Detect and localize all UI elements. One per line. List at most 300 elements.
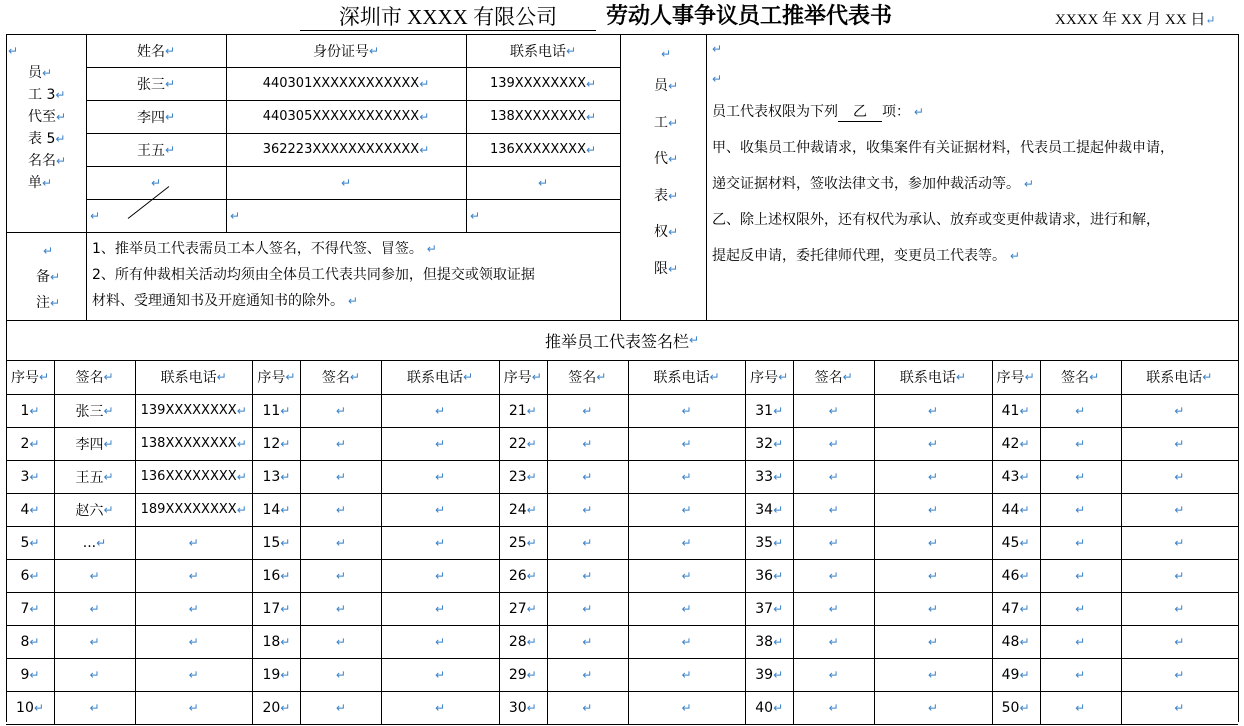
paragraph-mark: ↵ (435, 502, 446, 517)
signature-row-number (252, 526, 300, 559)
paragraph-mark: ↵ (1174, 667, 1185, 682)
authority-text (712, 34, 1234, 274)
signature-name (547, 625, 628, 658)
signature-name (547, 493, 628, 526)
paragraph-mark: ↵ (280, 568, 291, 583)
rep-name-text: 张三 (136, 76, 165, 93)
signature-name (793, 460, 874, 493)
remarks-line: 2、所有仲裁相关活动均须由全体员工代表共同参加，但提交或领取证据 (92, 267, 535, 283)
signature-row-number-text: 49 (1001, 666, 1020, 683)
signature-row-number (745, 592, 793, 625)
signature-row-number (252, 625, 300, 658)
paragraph-mark: ↵ (280, 436, 291, 451)
paragraph-mark: ↵ (1006, 249, 1020, 263)
paragraph-mark: ↵ (681, 568, 692, 583)
paragraph-mark: ↵ (96, 535, 107, 550)
paragraph-mark: ↵ (335, 634, 346, 649)
rep-label-line: 工 3↵ (28, 87, 66, 103)
signature-phone (135, 526, 252, 559)
paragraph-mark: ↵ (29, 403, 40, 418)
signature-row-number (252, 460, 300, 493)
paragraph-mark: ↵ (1024, 370, 1035, 384)
signature-header-2-text: 联系电话 (160, 370, 217, 386)
paragraph-mark: ↵ (1020, 177, 1034, 191)
signature-phone (628, 493, 745, 526)
signature-row-number (992, 460, 1040, 493)
signature-name (793, 394, 874, 427)
signature-row-number-text: 45 (1001, 534, 1020, 551)
signature-name (54, 691, 135, 724)
signature-name (300, 559, 381, 592)
signature-phone (1121, 592, 1238, 625)
signature-row-number-text: 41 (1001, 402, 1020, 419)
rep-label-line: 员↵ (28, 65, 53, 81)
signature-phone (874, 394, 991, 427)
signature-phone (1121, 427, 1238, 460)
rep-phone (466, 133, 620, 166)
authority-line: 递交证据材料，签收法律文书，参加仲裁活动等。 ↵ (712, 176, 1034, 192)
signature-title (6, 320, 1238, 360)
rep-empty (86, 166, 226, 199)
signature-phone (135, 691, 252, 724)
signature-row-number (745, 493, 793, 526)
signature-name (547, 592, 628, 625)
signature-phone (135, 592, 252, 625)
paragraph-mark: ↵ (29, 535, 40, 550)
signature-row-number-text: 20 (262, 699, 281, 716)
authority-line: 提起反申请，委托律师代理，变更员工代表等。 ↵ (712, 248, 1020, 264)
paragraph-mark: ↵ (773, 436, 784, 451)
rep-id-text: 440301XXXXXXXXXXXX (262, 76, 420, 91)
rep-list-label (8, 40, 78, 194)
signature-row-number-text: 35 (755, 534, 774, 551)
rep-name (86, 100, 226, 133)
signature-row-number (992, 592, 1040, 625)
paragraph-mark: ↵ (55, 88, 66, 102)
paragraph-mark: ↵ (1075, 700, 1086, 715)
signature-row-number-text: 50 (1001, 699, 1020, 716)
signature-phone (135, 493, 252, 526)
signature-row-number-text: 32 (755, 435, 774, 452)
paragraph-mark: ↵ (435, 535, 446, 550)
paragraph-mark: ↵ (164, 43, 176, 58)
paragraph-mark: ↵ (89, 568, 100, 583)
remarks-line: 材料、受理通知书及开庭通知书的除外。 ↵ (92, 293, 358, 309)
paragraph-mark: ↵ (778, 370, 789, 384)
paragraph-mark: ↵ (29, 568, 40, 583)
paragraph-mark: ↵ (582, 568, 593, 583)
signature-row-number (992, 658, 1040, 691)
signature-row-number-text: 33 (755, 468, 774, 485)
signature-row-number (745, 691, 793, 724)
signature-header-0 (992, 360, 1040, 394)
paragraph-mark: ↵ (89, 601, 100, 616)
paragraph-mark: ↵ (216, 370, 227, 384)
signature-phone (1121, 394, 1238, 427)
paragraph-mark: ↵ (927, 403, 938, 418)
signature-name (54, 559, 135, 592)
signature-header-1 (300, 360, 381, 394)
paragraph-mark: ↵ (29, 601, 40, 616)
signature-header-0 (6, 360, 54, 394)
signature-row-number (745, 394, 793, 427)
rep-phone-text: 136XXXXXXXX (489, 142, 586, 157)
company-name: 深圳市 XXXX 有限公司 (300, 4, 596, 31)
paragraph-mark: ↵ (435, 403, 446, 418)
signature-name (1040, 559, 1121, 592)
signature-header-2 (1121, 360, 1238, 394)
paragraph-mark: ↵ (335, 700, 346, 715)
signature-row-number-text: 38 (755, 633, 774, 650)
signature-header-1 (1040, 360, 1121, 394)
paragraph-mark: ↵ (335, 469, 346, 484)
paragraph-mark: ↵ (773, 568, 784, 583)
grid-line (620, 34, 621, 320)
paragraph-mark: ↵ (335, 568, 346, 583)
paragraph-mark: ↵ (349, 370, 360, 384)
signature-row-number-text: 43 (1001, 468, 1020, 485)
signature-phone (1121, 559, 1238, 592)
paragraph-mark: ↵ (42, 66, 53, 80)
signature-row-number (499, 394, 547, 427)
signature-row-number-text: 31 (755, 402, 774, 419)
paragraph-mark: ↵ (828, 403, 839, 418)
signature-row-number-text: 36 (755, 567, 774, 584)
signature-row-number (745, 427, 793, 460)
signature-row-number-text: 18 (262, 633, 281, 650)
signature-row-number-text: 30 (508, 699, 527, 716)
paragraph-mark: ↵ (681, 700, 692, 715)
paragraph-mark: ↵ (712, 42, 723, 56)
signature-name (793, 559, 874, 592)
rep-id (226, 133, 466, 166)
paragraph-mark: ↵ (1174, 403, 1185, 418)
grid-line (1238, 34, 1239, 722)
signature-phone (381, 427, 498, 460)
rep-phone-text: 139XXXXXXXX (489, 76, 586, 91)
paragraph-mark: ↵ (582, 403, 593, 418)
rep-label-line: 表 5↵ (28, 131, 66, 147)
paragraph-mark: ↵ (1075, 403, 1086, 418)
signature-phone (874, 691, 991, 724)
paragraph-mark: ↵ (1075, 667, 1086, 682)
paragraph-mark: ↵ (164, 142, 176, 157)
paragraph-mark: ↵ (1174, 601, 1185, 616)
signature-header-0-text: 序号 (503, 370, 532, 386)
signature-row-number (499, 625, 547, 658)
paragraph-mark: ↵ (773, 700, 784, 715)
signature-row-number (252, 592, 300, 625)
paragraph-mark: ↵ (463, 370, 474, 384)
signature-row-number (252, 691, 300, 724)
authority-label-char: 员↵ (653, 78, 679, 94)
paragraph-mark: ↵ (56, 154, 67, 168)
rep-header-1 (226, 34, 466, 67)
paragraph-mark: ↵ (681, 469, 692, 484)
signature-header-2 (874, 360, 991, 394)
signature-name (793, 592, 874, 625)
signature-row-number (6, 691, 54, 724)
signature-name (300, 394, 381, 427)
authority-intro-prefix: 员工代表权限为下列 (712, 104, 838, 120)
signature-row-number-text: 12 (262, 435, 281, 452)
signature-header-1 (793, 360, 874, 394)
signature-row-number (6, 427, 54, 460)
signature-phone (135, 559, 252, 592)
paragraph-mark: ↵ (537, 175, 549, 190)
paragraph-mark: ↵ (681, 634, 692, 649)
paragraph-mark: ↵ (29, 469, 40, 484)
paragraph-mark: ↵ (927, 667, 938, 682)
signature-name-text: 张三 (75, 403, 104, 420)
signature-row-number-text: 22 (508, 435, 527, 452)
signature-phone (628, 427, 745, 460)
signature-row-number-text: 21 (508, 402, 527, 419)
signature-name (547, 460, 628, 493)
signature-phone (1121, 493, 1238, 526)
paragraph-mark: ↵ (1174, 502, 1185, 517)
paragraph-mark: ↵ (435, 469, 446, 484)
paragraph-mark: ↵ (89, 634, 100, 649)
paragraph-mark: ↵ (1075, 634, 1086, 649)
paragraph-mark: ↵ (526, 403, 537, 418)
rep-id-text: 440305XXXXXXXXXXXX (262, 109, 420, 124)
paragraph-mark: ↵ (586, 76, 597, 91)
paragraph-mark: ↵ (188, 568, 199, 583)
paragraph-mark: ↵ (712, 72, 723, 86)
grid-line (706, 34, 707, 320)
remarks-line: 1、推举员工代表需员工本人签名，不得代签、冒签。 ↵ (92, 241, 437, 257)
paragraph-mark: ↵ (773, 469, 784, 484)
paragraph-mark: ↵ (29, 436, 40, 451)
signature-phone (135, 427, 252, 460)
signature-phone (381, 592, 498, 625)
paragraph-mark: ↵ (1019, 502, 1030, 517)
rep-phone (466, 100, 620, 133)
signature-name (793, 493, 874, 526)
paragraph-mark: ↵ (188, 667, 199, 682)
signature-phone (628, 625, 745, 658)
paragraph-mark: ↵ (526, 634, 537, 649)
signature-name (300, 460, 381, 493)
paragraph-mark: ↵ (910, 105, 924, 119)
signature-header-1-text: 签名 (321, 370, 350, 386)
signature-name (54, 427, 135, 460)
paragraph-mark: ↵ (335, 601, 346, 616)
paragraph-mark: ↵ (56, 110, 67, 124)
document-title: 劳动人事争议员工推举代表书 (606, 3, 893, 29)
signature-header-0 (745, 360, 793, 394)
signature-row-number (6, 460, 54, 493)
paragraph-mark: ↵ (582, 634, 593, 649)
paragraph-mark: ↵ (773, 535, 784, 550)
paragraph-mark: ↵ (1075, 469, 1086, 484)
signature-row-number (745, 460, 793, 493)
signature-name (300, 592, 381, 625)
signature-row-number-text: 44 (1001, 501, 1020, 518)
paragraph-mark: ↵ (90, 208, 101, 223)
signature-row-number-text: 47 (1001, 600, 1020, 617)
paragraph-mark: ↵ (828, 667, 839, 682)
signature-row-number-text: 3 (20, 468, 30, 485)
signature-phone (1121, 460, 1238, 493)
signature-header-2-text: 联系电话 (407, 370, 464, 386)
paragraph-mark: ↵ (681, 403, 692, 418)
paragraph-mark: ↵ (526, 502, 537, 517)
signature-name (793, 691, 874, 724)
paragraph-mark: ↵ (49, 296, 61, 310)
paragraph-mark: ↵ (103, 403, 114, 418)
signature-row-number (745, 526, 793, 559)
paragraph-mark: ↵ (660, 47, 672, 61)
signature-phone (628, 559, 745, 592)
paragraph-mark: ↵ (103, 469, 114, 484)
signature-phone (135, 658, 252, 691)
signature-phone (381, 691, 498, 724)
paragraph-mark: ↵ (526, 436, 537, 451)
paragraph-mark: ↵ (828, 634, 839, 649)
rep-phone (466, 67, 620, 100)
signature-row-number (745, 658, 793, 691)
signature-header-0 (252, 360, 300, 394)
signature-phone-text: 138XXXXXXXX (140, 436, 237, 451)
signature-name (1040, 658, 1121, 691)
paragraph-mark: ↵ (435, 700, 446, 715)
signature-phone (628, 691, 745, 724)
signature-row-number (252, 658, 300, 691)
paragraph-mark: ↵ (526, 469, 537, 484)
signature-header-0-text: 序号 (996, 370, 1025, 386)
signature-header-2 (628, 360, 745, 394)
signature-row-number-text: 17 (262, 600, 281, 617)
signature-phone (135, 460, 252, 493)
signature-name (54, 526, 135, 559)
signature-phone (628, 460, 745, 493)
paragraph-mark: ↵ (1174, 700, 1185, 715)
paragraph-mark: ↵ (435, 634, 446, 649)
rep-label-line: 代至↵ (28, 109, 67, 125)
signature-name (1040, 394, 1121, 427)
signature-header-2 (135, 360, 252, 394)
signature-name (54, 625, 135, 658)
signature-row-number-text: 7 (20, 600, 30, 617)
paragraph-mark: ↵ (526, 535, 537, 550)
signature-name (793, 625, 874, 658)
signature-row-number (992, 691, 1040, 724)
signature-row-number (992, 394, 1040, 427)
paragraph-mark: ↵ (667, 79, 679, 93)
paragraph-mark: ↵ (1075, 535, 1086, 550)
paragraph-mark: ↵ (280, 700, 291, 715)
signature-row-number-text: 19 (262, 666, 281, 683)
paragraph-mark: ↵ (280, 634, 291, 649)
signature-name (1040, 526, 1121, 559)
signature-phone (874, 592, 991, 625)
paragraph-mark: ↵ (236, 436, 247, 451)
paragraph-mark: ↵ (526, 601, 537, 616)
paragraph-mark: ↵ (1019, 634, 1030, 649)
signature-phone (628, 658, 745, 691)
paragraph-mark: ↵ (927, 436, 938, 451)
paragraph-mark: ↵ (340, 175, 352, 190)
paragraph-mark: ↵ (1019, 667, 1030, 682)
paragraph-mark: ↵ (419, 142, 430, 157)
signature-name (547, 559, 628, 592)
paragraph-mark: ↵ (1174, 568, 1185, 583)
paragraph-mark: ↵ (667, 152, 679, 166)
rep-label-line: 名名↵ (28, 153, 67, 169)
paragraph-mark: ↵ (230, 208, 241, 223)
signature-row-number (499, 493, 547, 526)
signature-row-number (992, 625, 1040, 658)
paragraph-mark: ↵ (368, 43, 380, 58)
paragraph-mark: ↵ (1089, 370, 1100, 384)
signature-row-number (499, 658, 547, 691)
paragraph-mark: ↵ (164, 109, 176, 124)
paragraph-mark: ↵ (526, 568, 537, 583)
rep-header-2-text: 联系电话 (509, 43, 566, 60)
rep-header-0-text: 姓名 (136, 43, 165, 60)
signature-name (300, 526, 381, 559)
paragraph-mark: ↵ (667, 225, 679, 239)
signature-phone-text: 139XXXXXXXX (140, 403, 237, 418)
signature-row-number-text: 16 (262, 567, 281, 584)
paragraph-mark: ↵ (773, 502, 784, 517)
signature-row-number-text: 39 (755, 666, 774, 683)
remarks-label-line: 备↵ (35, 269, 61, 285)
paragraph-mark: ↵ (49, 270, 61, 284)
signature-row-number (499, 427, 547, 460)
signature-name (54, 592, 135, 625)
signature-row-number-text: 24 (508, 501, 527, 518)
paragraph-mark: ↵ (1019, 568, 1030, 583)
paragraph-mark: ↵ (29, 667, 40, 682)
rep-header-1-text: 身份证号 (312, 43, 369, 60)
signature-name-text: 李四 (75, 436, 104, 453)
rep-empty (86, 199, 230, 232)
signature-phone (381, 559, 498, 592)
paragraph-mark: ↵ (681, 436, 692, 451)
paragraph-mark: ↵ (42, 244, 54, 258)
paragraph-mark: ↵ (335, 667, 346, 682)
signature-row-number (252, 427, 300, 460)
signature-name (54, 394, 135, 427)
signature-row-number-text: 14 (262, 501, 281, 518)
paragraph-mark: ↵ (8, 44, 19, 58)
date-text: XXXX 年 XX 月 XX 日 (1055, 12, 1206, 28)
paragraph-mark: ↵ (435, 601, 446, 616)
authority-label-char: 权↵ (653, 224, 679, 240)
authority-label-char: 表↵ (653, 187, 679, 204)
signature-phone (874, 625, 991, 658)
paragraph-mark: ↵ (582, 700, 593, 715)
paragraph-mark: ↵ (29, 502, 40, 517)
signature-phone (135, 394, 252, 427)
paragraph-mark: ↵ (582, 601, 593, 616)
signature-row-number (992, 493, 1040, 526)
paragraph-mark: ↵ (164, 76, 176, 91)
paragraph-mark: ↵ (681, 667, 692, 682)
paragraph-mark: ↵ (280, 667, 291, 682)
signature-name (1040, 493, 1121, 526)
paragraph-mark: ↵ (42, 176, 53, 190)
paragraph-mark: ↵ (1019, 601, 1030, 616)
signature-phone (1121, 625, 1238, 658)
authority-label-char: 工↵ (653, 114, 679, 131)
signature-phone (381, 493, 498, 526)
paragraph-mark: ↵ (526, 700, 537, 715)
paragraph-mark: ↵ (1075, 502, 1086, 517)
